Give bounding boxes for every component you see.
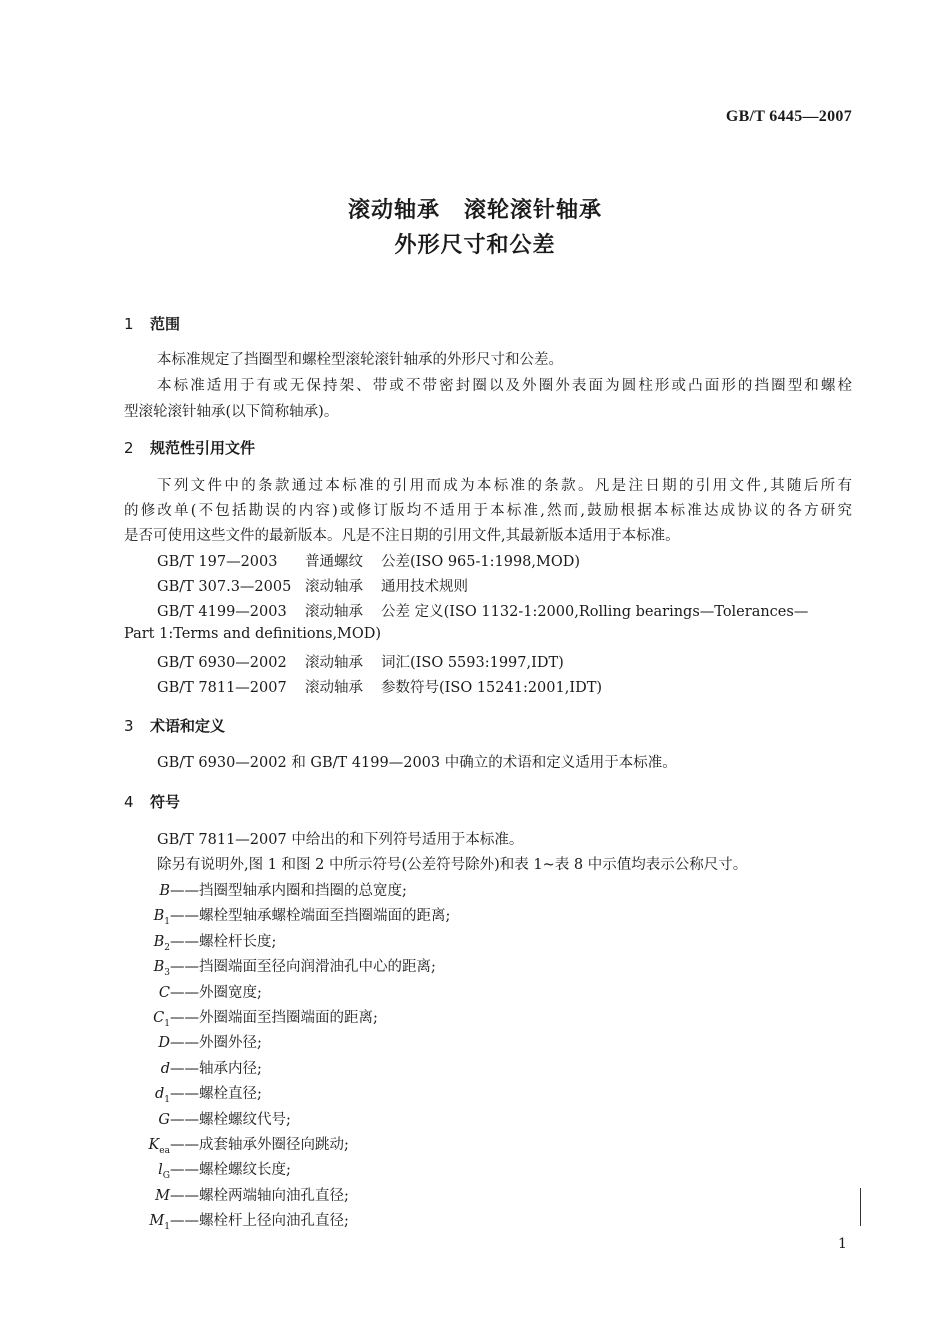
symbol: [118, 908, 170, 927]
page-number: 1: [838, 1236, 847, 1252]
ref-code: GB/T 4199—2003: [157, 604, 287, 620]
symbol-description: ——螺栓杆上径向油孔直径;: [170, 1213, 349, 1230]
symbol-letter: d: [160, 1060, 170, 1077]
symbol-description: ——外圈端面至挡圈端面的距离;: [170, 1010, 378, 1026]
symbol-letter: C: [153, 1010, 165, 1026]
ref-rest: 公差 定义(ISO 1132-1:2000,Rolling bearings—Tolerances—: [381, 604, 809, 620]
symbol-definition: [118, 1209, 349, 1232]
symbol-subscript: 1: [164, 1018, 170, 1029]
paragraph: GB/T 6930—2002 和 GB/T 4199—2003 中确立的术语和定义适用于本标准。: [157, 755, 677, 771]
symbol-description: ——螺栓螺纹长度;: [170, 1162, 291, 1179]
section-title: 规范性引用文件: [150, 439, 256, 457]
section-1-heading: [124, 313, 180, 334]
symbol-letter: D: [158, 1035, 170, 1052]
symbol-description: ——外圈外径;: [170, 1035, 262, 1052]
symbol-letter: G: [158, 1111, 170, 1128]
section-number: 1: [124, 315, 134, 333]
symbol-subscript: 1: [164, 917, 170, 928]
margin-line: [860, 1188, 861, 1226]
ref-code: GB/T 307.3—2005: [157, 579, 292, 595]
symbol-definition: [118, 1006, 378, 1029]
symbol: [118, 1137, 170, 1156]
symbol-description: ——螺栓型轴承螺栓端面至挡圈端面的距离;: [170, 908, 451, 925]
section-title: 术语和定义: [150, 717, 226, 735]
ref-name: 滚动轴承: [305, 680, 363, 696]
symbol-letter: B: [153, 908, 165, 925]
title-part-a: 滚动轴承: [347, 198, 440, 223]
paragraph: 除另有说明外,图 1 和图 2 中所示符号(公差符号除外)和表 1~表 8 中示值均表示公称尺寸。: [157, 857, 748, 873]
title-line-1: [0, 193, 950, 224]
reference-continuation: Part 1:Terms and definitions,MOD): [124, 626, 382, 642]
section-title: 符号: [150, 793, 181, 811]
symbol: [118, 1162, 170, 1181]
symbol-letter: M: [155, 1187, 170, 1204]
symbol-letter: d: [154, 1086, 165, 1103]
symbol-letter: C: [158, 984, 170, 1001]
ref-name: 滚动轴承: [305, 579, 363, 595]
section-3-heading: [124, 715, 225, 736]
symbol: [118, 883, 170, 899]
section-number: 3: [124, 717, 134, 735]
symbol-definition: [118, 1057, 262, 1078]
symbol-description: ——挡圈型轴承内圈和挡圈的总宽度;: [170, 883, 407, 899]
symbol-definition: [118, 1184, 349, 1205]
section-2-heading: [124, 437, 255, 458]
symbol: [118, 1213, 170, 1232]
symbol-description: ——外圈宽度;: [170, 984, 262, 1001]
reference-item: [157, 676, 602, 697]
symbol-definition: [118, 1031, 262, 1052]
symbol-description: ——螺栓直径;: [170, 1086, 262, 1103]
symbol: [118, 1112, 170, 1128]
standard-code: GB/T 6445—2007: [725, 108, 852, 125]
symbol-description: ——挡圈端面至径向润滑油孔中心的距离;: [170, 959, 436, 976]
symbol: [118, 959, 170, 978]
ref-code: GB/T 7811—2007: [157, 680, 287, 696]
reference-item: [157, 575, 468, 596]
ref-name: 普通螺纹: [305, 554, 363, 570]
ref-rest: 参数符号(ISO 15241:2001,IDT): [381, 680, 603, 696]
symbol-subscript: G: [162, 1171, 170, 1182]
paragraph: 的修改单(不包括勘误的内容)或修订版均不适用于本标准,然而,鼓励根据本标准达成协议的各方研究: [124, 503, 852, 519]
symbol-letter: K: [148, 1137, 160, 1153]
symbol-letter: B: [153, 959, 165, 976]
paragraph: GB/T 7811—2007 中给出的和下列符号适用于本标准。: [157, 832, 524, 848]
symbol-definition: [118, 955, 436, 978]
symbol-description: ——成套轴承外圈径向跳动;: [170, 1137, 349, 1153]
symbol: [118, 1086, 170, 1105]
symbol-description: ——螺栓两端轴向油孔直径;: [170, 1187, 349, 1204]
symbol-definition: [118, 930, 276, 953]
symbol-letter: M: [149, 1213, 165, 1230]
ref-name: 滚动轴承: [305, 604, 363, 620]
symbol-definition: [118, 1082, 262, 1105]
symbol-definition: [118, 981, 262, 1002]
section-title: 范围: [150, 315, 181, 333]
symbol-letter: B: [159, 883, 170, 899]
paragraph: 本标准适用于有或无保持架、带或不带密封圈以及外圈外表面为圆柱形或凸面形的挡圈型和螺栓: [157, 378, 852, 394]
reference-item: [157, 600, 852, 621]
ref-name: 滚动轴承: [305, 655, 363, 671]
symbol-definition: [118, 904, 450, 927]
ref-code: GB/T 6930—2002: [157, 655, 287, 671]
symbol-definition: [118, 879, 407, 900]
symbol-letter: B: [153, 933, 165, 950]
section-number: 4: [124, 793, 134, 811]
symbol-description: ——螺栓螺纹代号;: [170, 1111, 291, 1128]
symbol-letter: l: [158, 1162, 163, 1179]
ref-code: GB/T 197—2003: [157, 554, 278, 570]
paragraph: 本标准规定了挡圈型和螺栓型滚轮滚针轴承的外形尺寸和公差。: [157, 352, 563, 368]
paragraph: 是否可使用这些文件的最新版本。凡是不注日期的引用文件,其最新版本适用于本标准。: [124, 528, 680, 544]
ref-rest: 通用技术规则: [381, 579, 468, 595]
symbol-definition: [118, 1108, 291, 1129]
symbol: [118, 1061, 170, 1077]
symbol-description: ——轴承内径;: [170, 1060, 262, 1077]
symbol-subscript: 3: [164, 968, 170, 979]
symbol: [118, 1010, 170, 1029]
symbol-subscript: 2: [164, 942, 170, 953]
symbol-subscript: ea: [159, 1145, 170, 1156]
symbol-definition: [118, 1133, 349, 1156]
symbol: [118, 1188, 170, 1204]
paragraph: 型滚轮滚针轴承(以下简称轴承)。: [124, 404, 339, 420]
paragraph: 下列文件中的条款通过本标准的引用而成为本标准的条款。凡是注日期的引用文件,其随后所有: [157, 478, 852, 494]
title-part-b: 滚轮滚针轴承: [464, 198, 603, 223]
symbol-subscript: 1: [164, 1095, 170, 1106]
section-4-heading: [124, 791, 180, 812]
symbol: [118, 985, 170, 1001]
reference-item: [157, 651, 564, 672]
ref-rest: 公差(ISO 965-1:1998,MOD): [381, 554, 581, 570]
symbol-definition: [118, 1158, 291, 1181]
symbol: [118, 934, 170, 953]
symbol-subscript: 1: [164, 1222, 170, 1233]
symbol: [118, 1035, 170, 1051]
symbol-description: ——螺栓杆长度;: [170, 933, 277, 950]
reference-item: [157, 550, 580, 571]
section-number: 2: [124, 439, 134, 457]
title-line-2: 外形尺寸和公差: [394, 233, 556, 258]
ref-rest: 词汇(ISO 5593:1997,IDT): [381, 655, 564, 671]
